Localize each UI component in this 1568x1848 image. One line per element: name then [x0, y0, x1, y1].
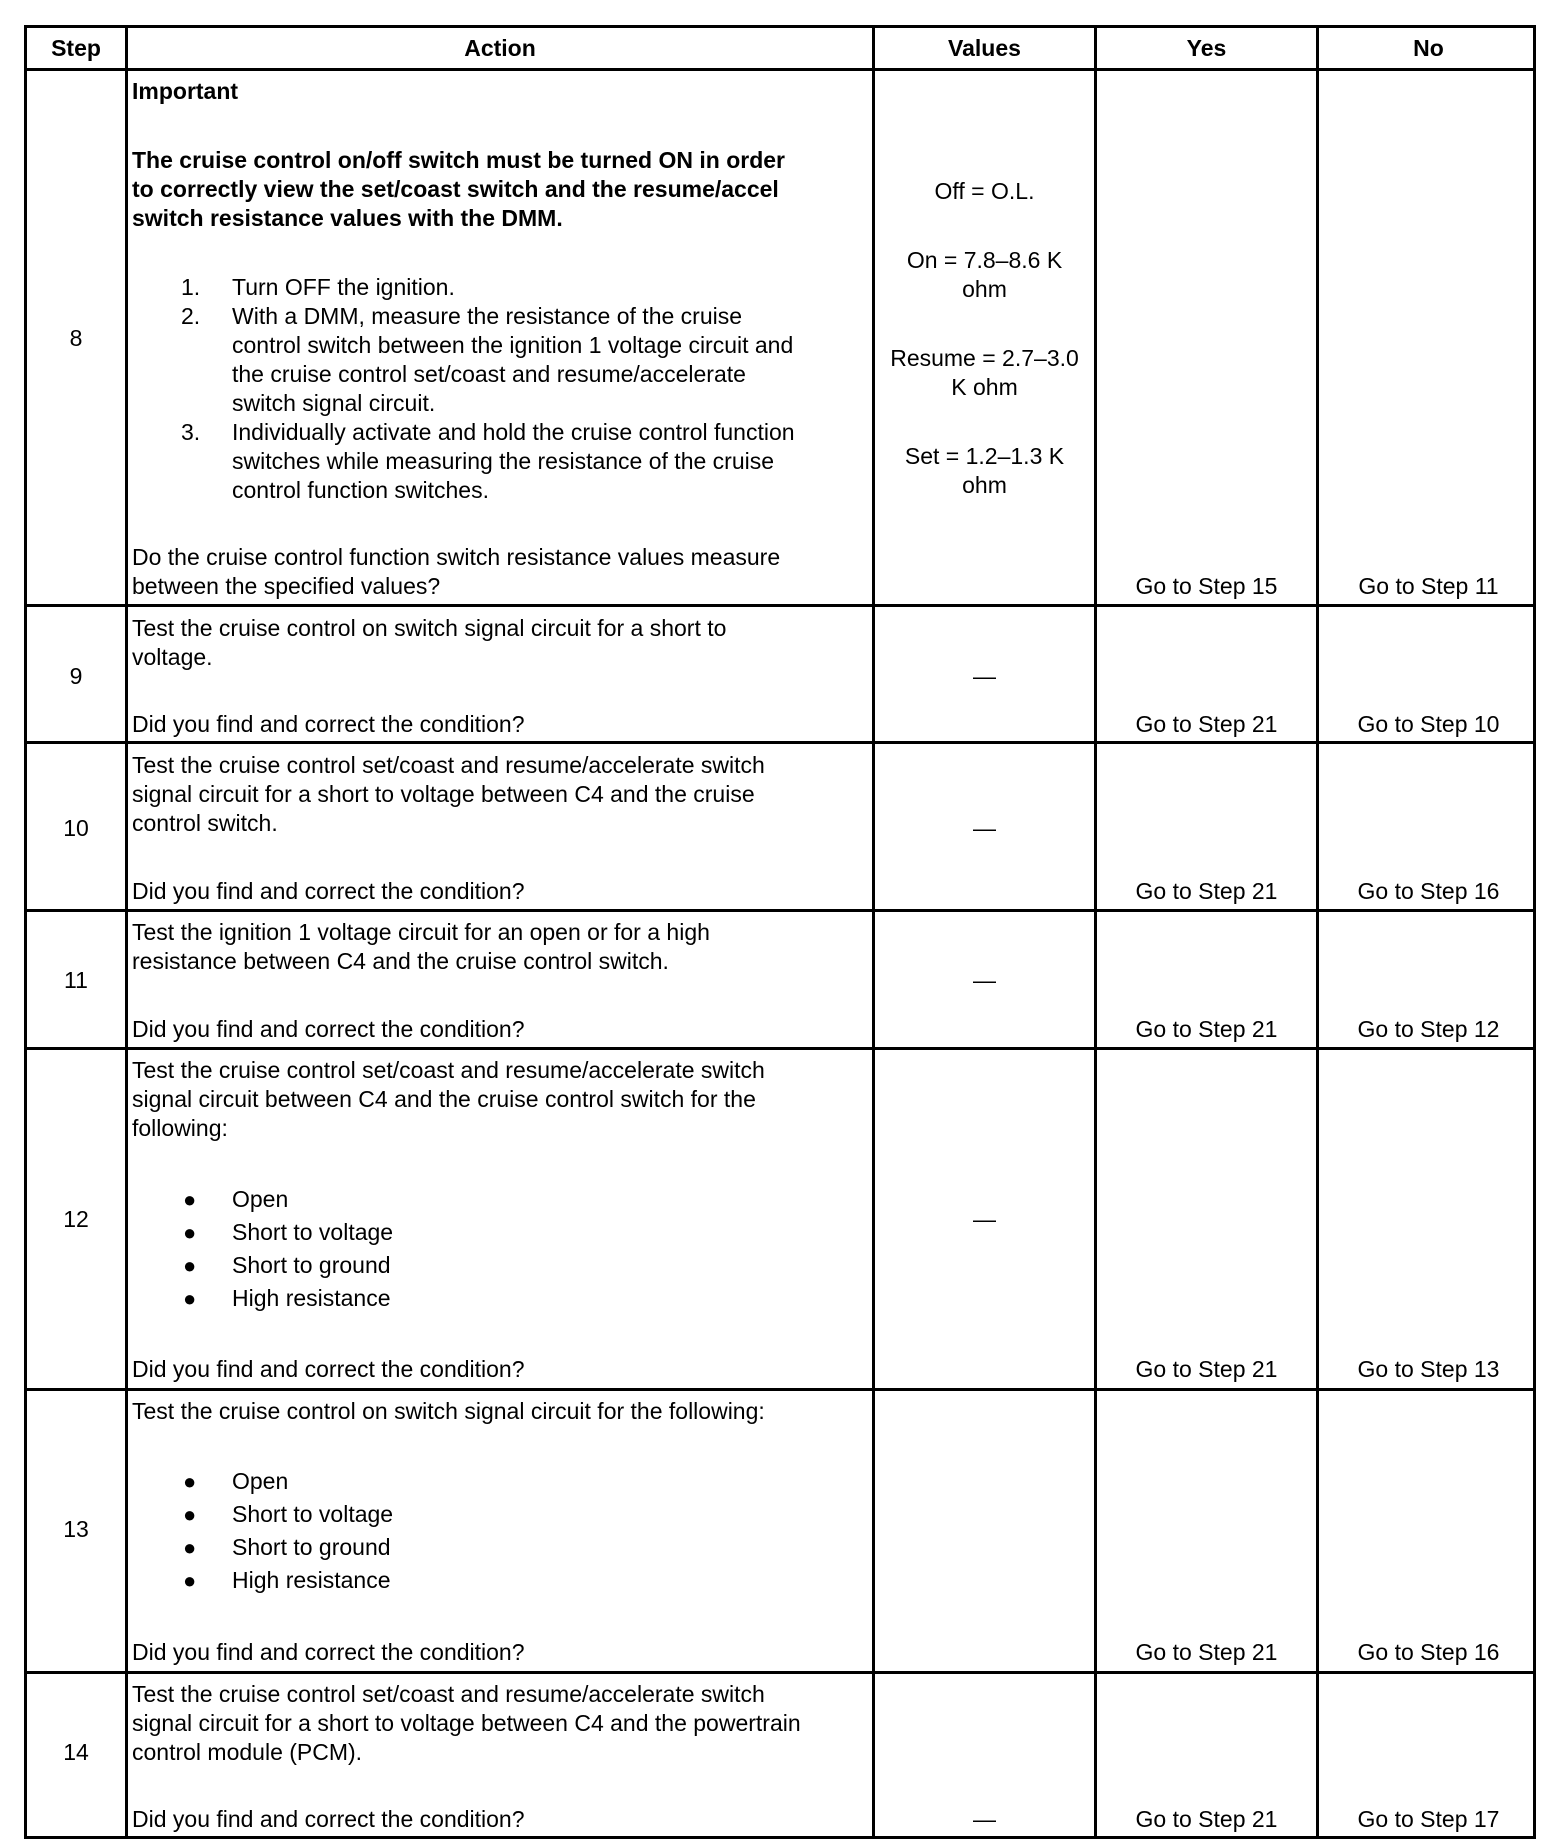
action-line: signal circuit between C4 and the cruise control switch for the — [132, 1086, 756, 1112]
value-dash: — — [973, 967, 996, 993]
yes-link: Go to Step 21 — [1135, 1639, 1278, 1665]
question-line: Did you find and correct the condition? — [132, 711, 525, 737]
step-number: 8 — [69, 325, 83, 351]
row-divider — [27, 909, 1533, 912]
value-dash: — — [973, 1806, 996, 1832]
important-text-line: switch resistance values with the DMM. — [132, 205, 563, 231]
question-line: Did you find and correct the condition? — [132, 1356, 525, 1382]
action-line: Test the cruise control set/coast and resume/accelerate switch — [132, 752, 765, 778]
bullet-item: Short to ground — [232, 1534, 391, 1560]
action-line: Test the cruise control on switch signal circuit for a short to — [132, 615, 727, 641]
step-number: 11 — [64, 967, 88, 993]
yes-link: Go to Step 21 — [1135, 711, 1278, 737]
value-line: K ohm — [951, 374, 1018, 400]
action-line: Test the cruise control on switch signal circuit for the following: — [132, 1398, 765, 1424]
no-link: Go to Step 17 — [1357, 1806, 1500, 1832]
list-item-text: control function switches. — [232, 477, 489, 503]
bullet-icon: ● — [183, 1253, 197, 1278]
question-line: Did you find and correct the condition? — [132, 878, 525, 904]
action-line: Test the ignition 1 voltage circuit for an open or for a high — [132, 919, 710, 945]
bullet-item: Short to voltage — [232, 1501, 394, 1527]
bullet-icon: ● — [183, 1568, 197, 1593]
action-line: voltage. — [132, 644, 213, 670]
row-divider — [27, 1671, 1533, 1674]
bullet-item: Short to voltage — [232, 1219, 394, 1245]
step-number: 9 — [69, 663, 83, 689]
action-line: control switch. — [132, 810, 278, 836]
value-line: Set = 1.2–1.3 K — [904, 443, 1065, 469]
no-link: Go to Step 10 — [1357, 711, 1500, 737]
action-line: Test the cruise control set/coast and resume/accelerate switch — [132, 1057, 765, 1083]
value-line: Off = O.L. — [934, 178, 1035, 204]
important-text-line: The cruise control on/off switch must be turned ON in order — [132, 147, 785, 173]
bullet-item: Open — [232, 1468, 289, 1494]
no-link: Go to Step 12 — [1357, 1016, 1500, 1042]
list-item-text: switch signal circuit. — [232, 390, 436, 416]
step-number: 14 — [63, 1739, 89, 1765]
column-divider — [1316, 28, 1319, 1836]
yes-link: Go to Step 21 — [1135, 878, 1278, 904]
no-link: Go to Step 11 — [1358, 573, 1499, 599]
bullet-item: Open — [232, 1186, 289, 1212]
yes-link: Go to Step 15 — [1135, 573, 1278, 599]
step-number: 10 — [63, 815, 89, 841]
list-number: 1. — [181, 274, 201, 300]
no-link: Go to Step 13 — [1357, 1356, 1500, 1382]
header-yes: Yes — [1186, 35, 1227, 61]
column-divider — [1094, 28, 1097, 1836]
value-dash: — — [973, 1206, 996, 1232]
question-line: Did you find and correct the condition? — [132, 1806, 525, 1832]
bullet-icon: ● — [183, 1286, 197, 1311]
column-divider — [125, 28, 128, 1836]
no-link: Go to Step 16 — [1357, 878, 1500, 904]
action-line: signal circuit for a short to voltage between C4 and the cruise — [132, 781, 755, 807]
header-step: Step — [51, 35, 101, 61]
yes-link: Go to Step 21 — [1135, 1016, 1278, 1042]
row-divider — [27, 741, 1533, 744]
list-number: 3. — [181, 419, 201, 445]
bullet-icon: ● — [183, 1535, 197, 1560]
value-line: On = 7.8–8.6 K — [906, 247, 1063, 273]
question-line: Do the cruise control function switch resistance values measure — [132, 544, 781, 570]
header-values: Values — [948, 35, 1021, 61]
step-number: 13 — [63, 1516, 89, 1542]
list-number: 2. — [181, 303, 201, 329]
row-divider — [27, 1047, 1533, 1050]
question-line: Did you find and correct the condition? — [132, 1016, 525, 1042]
bullet-icon: ● — [183, 1502, 197, 1527]
value-line: Resume = 2.7–3.0 — [890, 345, 1079, 371]
bullet-icon: ● — [183, 1220, 197, 1245]
action-line: signal circuit for a short to voltage between C4 and the powertrain — [132, 1710, 801, 1736]
bullet-icon: ● — [183, 1469, 197, 1494]
yes-link: Go to Step 21 — [1135, 1806, 1278, 1832]
important-text-line: to correctly view the set/coast switch and the resume/accel — [132, 176, 779, 202]
value-line: ohm — [962, 276, 1007, 302]
list-item-text: Individually activate and hold the cruise control function — [232, 419, 795, 445]
bullet-item: High resistance — [232, 1567, 391, 1593]
header-action: Action — [464, 35, 536, 61]
list-item-text: control switch between the ignition 1 voltage circuit and — [232, 332, 794, 358]
action-line: control module (PCM). — [132, 1739, 363, 1765]
list-item-text: Turn OFF the ignition. — [232, 274, 455, 300]
question-line: between the specified values? — [132, 573, 441, 599]
list-item-text: the cruise control set/coast and resume/accelerate — [232, 361, 746, 387]
action-line: resistance between C4 and the cruise control switch. — [132, 948, 669, 974]
bullet-icon: ● — [183, 1187, 197, 1212]
bullet-item: High resistance — [232, 1285, 391, 1311]
yes-link: Go to Step 21 — [1135, 1356, 1278, 1382]
step-number: 12 — [63, 1206, 89, 1232]
bullet-item: Short to ground — [232, 1252, 391, 1278]
list-item-text: switches while measuring the resistance of the cruise — [232, 448, 775, 474]
no-link: Go to Step 16 — [1357, 1639, 1500, 1665]
value-dash: — — [973, 663, 996, 689]
action-line: following: — [132, 1115, 228, 1141]
important-label: Important — [132, 78, 239, 104]
list-item-text: With a DMM, measure the resistance of the cruise — [232, 303, 743, 329]
header-no: No — [1413, 35, 1444, 61]
value-dash: — — [973, 815, 996, 841]
row-divider — [27, 604, 1533, 607]
value-line: ohm — [962, 472, 1007, 498]
action-line: Test the cruise control set/coast and resume/accelerate switch — [132, 1681, 765, 1707]
row-divider — [27, 1388, 1533, 1391]
row-divider — [27, 68, 1533, 71]
question-line: Did you find and correct the condition? — [132, 1639, 525, 1665]
